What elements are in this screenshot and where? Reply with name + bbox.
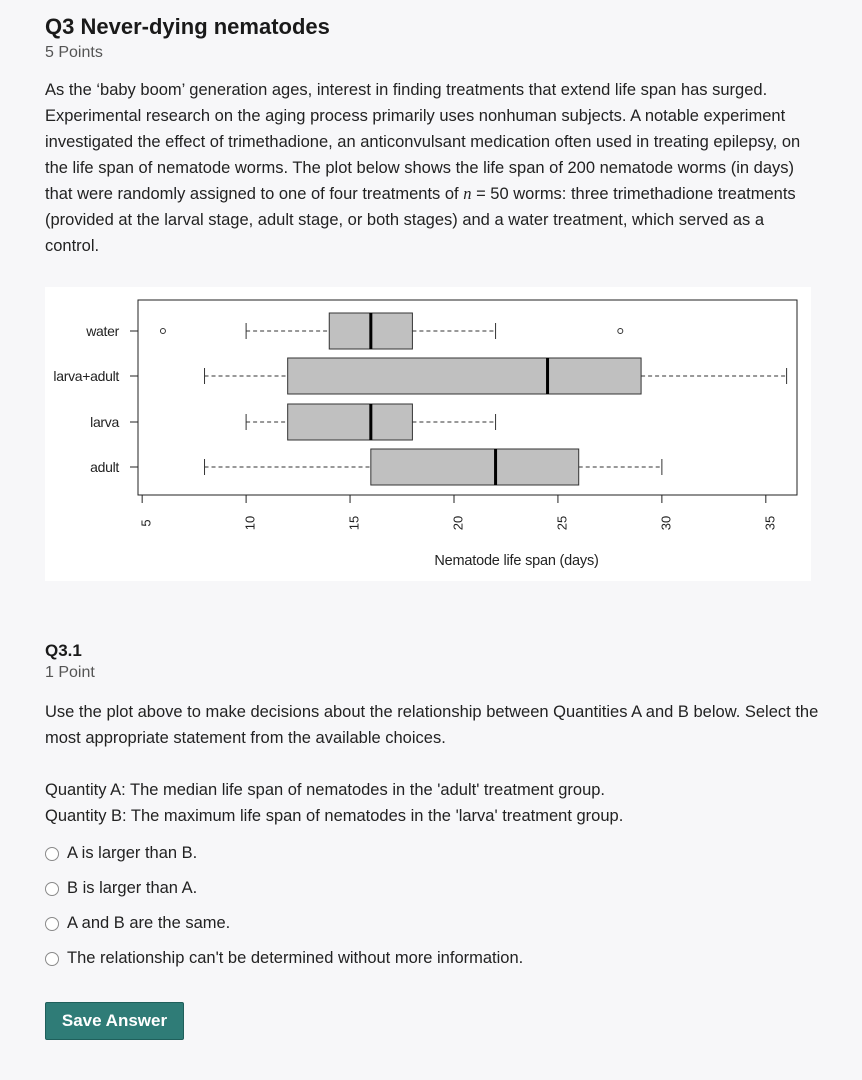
radio-button[interactable] (45, 952, 59, 966)
subquestion-prompt: Use the plot above to make decisions about the relationship between Quantities A and B below. Select the most appropriate statement from the available choices. (45, 703, 819, 747)
x-tick-label-20: 20 (450, 515, 466, 531)
x-tick-label-30: 30 (658, 515, 674, 531)
intro-text-part2: = 50 worms: three trimethadione treatments (provided at the larval stage, adult stage, or both stages) and a water treatment, which served as a control. (45, 185, 796, 255)
x-tick-label-5: 5 (138, 519, 154, 527)
question-title (45, 14, 330, 40)
choice-label: The relationship can't be determined without more information. (67, 949, 524, 967)
choice-label: A is larger than B. (67, 844, 198, 862)
x-tick-label-35: 35 (762, 515, 778, 531)
subquestion-number: Q3.1 (45, 641, 82, 660)
y-tick-label-larva: larva (90, 414, 119, 430)
question-number: Q3 (45, 14, 75, 39)
x-tick-label-25: 25 (554, 515, 570, 531)
y-tick-label-water: water (86, 323, 119, 339)
choice-cannot-determine[interactable] (45, 941, 523, 976)
outlier-water-1 (618, 329, 623, 334)
quantity-b: Quantity B: The maximum life span of nematodes in the 'larva' treatment group. (45, 807, 624, 825)
question-title-text: Never-dying nematodes (80, 14, 330, 39)
choice-label: A and B are the same. (67, 914, 231, 932)
intro-n-symbol: n (463, 184, 472, 203)
box-larva (288, 404, 413, 440)
box-larva-adult (288, 358, 641, 394)
save-answer-button[interactable]: Save Answer (45, 1002, 184, 1040)
answer-choices (45, 836, 523, 976)
question-header (45, 14, 330, 62)
x-tick-label-10: 10 (242, 515, 258, 531)
radio-button[interactable] (45, 882, 59, 896)
box-adult (371, 449, 579, 485)
question-intro (45, 77, 815, 259)
radio-button[interactable] (45, 917, 59, 931)
subquestion-points: 1 Point (45, 664, 95, 681)
quantity-a: Quantity A: The median life span of nematodes in the 'adult' treatment group. (45, 781, 606, 799)
y-tick-label-adult: adult (90, 459, 119, 475)
radio-button[interactable] (45, 847, 59, 861)
x-tick-label-15: 15 (346, 515, 362, 531)
question-points: 5 Points (45, 44, 103, 61)
intro-text-part1: As the ‘baby boom’ generation ages, interest in finding treatments that extend life span has surged. Experimental research on the aging process primarily uses nonhuman subjects. A notable experiment investigated the effect of trimethadione, an anticonvulsant medication often used in treating epilepsy, on the life span of nematode worms. The plot below shows the life span of 200 nematode worms (in days) that were randomly assigned to one of four treatments of (45, 81, 801, 203)
outlier-water-0 (160, 329, 165, 334)
boxplot-figure (45, 287, 811, 581)
choice-a-larger[interactable] (45, 836, 523, 871)
quantities (45, 777, 825, 829)
choice-b-larger[interactable] (45, 871, 523, 906)
y-tick-label-larva-adult: larva+adult (53, 368, 119, 384)
boxplot-chart (45, 287, 811, 581)
choice-label: B is larger than A. (67, 879, 198, 897)
subquestion-header (45, 640, 95, 682)
choice-same[interactable] (45, 906, 523, 941)
x-axis-label: Nematode life span (days) (434, 553, 599, 569)
